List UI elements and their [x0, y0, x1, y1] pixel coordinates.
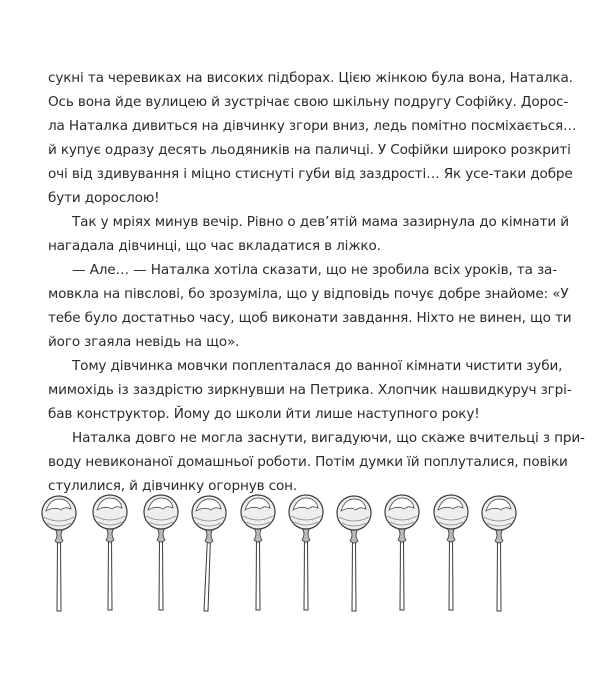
- lollipop-icon: [42, 496, 76, 611]
- text-line: Наталка довго не могла заснути, вигадуючи, що скаже вчительці з при-: [72, 430, 585, 446]
- lollipop-icon: [337, 496, 371, 611]
- text-line: мовкла на півслові, бо зрозуміла, що у відповідь почує добре знайоме: «У: [48, 286, 569, 302]
- text-line: Тому дівчинка мовчки поплenталася до ванної кімнати чистити зуби,: [72, 358, 563, 374]
- text-line: очі від здивування і міцно стиснуті губи від заздрості… Як усе-таки добре: [48, 166, 573, 182]
- paragraph: [48, 354, 572, 426]
- text-line: його згаяла невідь на що».: [48, 334, 240, 350]
- lollipop-icon: [144, 495, 178, 610]
- paragraph: [48, 210, 569, 258]
- lollipop-icon: [289, 495, 323, 610]
- text-line: й купує одразу десять льодяників на паличці. У Софійки широко розкриті: [48, 142, 571, 158]
- text-line: — Але… — Наталка хотіла сказати, що не зробила всіх уроків, та за-: [72, 262, 557, 278]
- text-line: ла Наталка дивиться на дівчинку згори вниз, ледь помітно посміхається…: [48, 118, 577, 134]
- text-line: воду невиконаної домашньої роботи. Потім думки їй поплуталися, повіки: [48, 454, 568, 470]
- text-line: стулилися, й дівчинку огорнув сон.: [48, 478, 298, 494]
- text-line: тебе було достатньо часу, щоб виконати завдання. Ніхто не винен, що ти: [48, 310, 572, 326]
- text-line: Ось вона йде вулицею й зустрічає свою шкільну подругу Софійку. Дорос-: [48, 94, 569, 110]
- page-text: [48, 66, 585, 498]
- lollipop-icon: [482, 496, 516, 611]
- text-line: бав конструктор. Йому до школи йти лише наступного року!: [48, 406, 480, 422]
- lollipops-illustration: [0, 490, 600, 630]
- paragraph: [48, 258, 572, 354]
- paragraph: [48, 66, 577, 210]
- text-line: Так у мріях минув вечір. Рівно о дев’ятій мама зазирнула до кімнати й: [72, 214, 569, 230]
- paragraph: [48, 426, 585, 498]
- text-line: мимохідь із заздрістю зиркнувши на Петрика. Хлопчик нашвидкуруч згрі-: [48, 382, 572, 398]
- lollipop-icon: [385, 495, 419, 610]
- text-line: нагадала дівчинці, що час вкладатися в ліжко.: [48, 238, 381, 254]
- lollipop-icon: [434, 495, 468, 610]
- lollipop-icon: [241, 495, 275, 610]
- text-line: сукні та черевиках на високих підборах. Цією жінкою була вона, Наталка.: [48, 70, 573, 86]
- lollipop-icon: [93, 495, 127, 610]
- text-line: бути дорослою!: [48, 190, 160, 206]
- lollipop-icon: [192, 496, 226, 611]
